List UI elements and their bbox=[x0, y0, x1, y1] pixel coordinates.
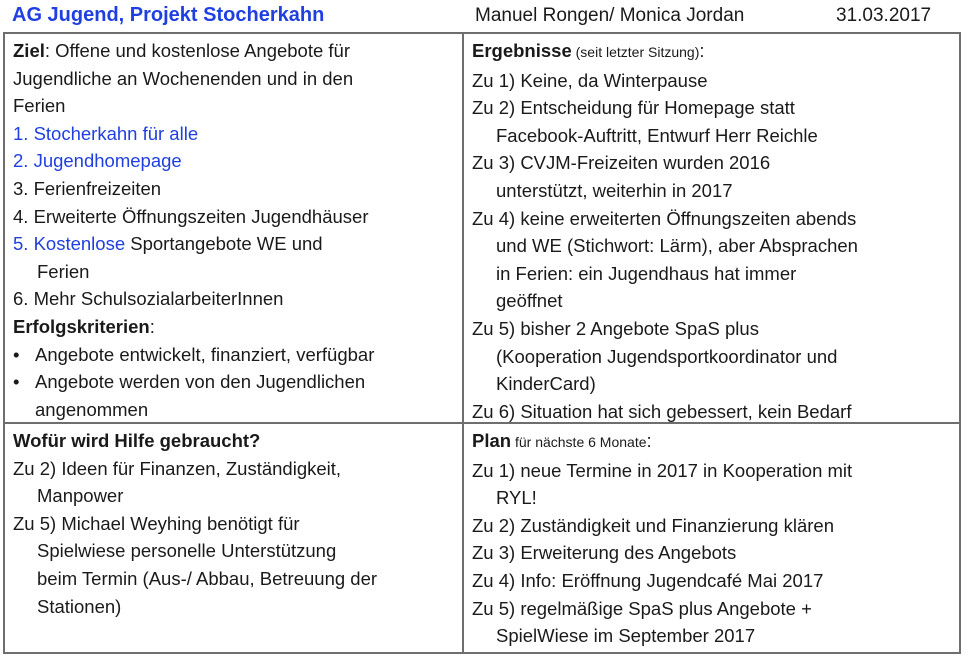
plan-line: Zu 5) regelmäßige SpaS plus Angebote + bbox=[472, 597, 812, 619]
ziel-heading: Ziel bbox=[13, 40, 45, 61]
authors: Manuel Rongen/ Monica Jordan bbox=[475, 5, 745, 26]
plan-heading: Plan für nächste 6 Monate: bbox=[472, 430, 652, 451]
ziel-intro-line: Ferien bbox=[13, 95, 66, 117]
hilfe-cell bbox=[3, 422, 464, 654]
hilfe-line: Manpower bbox=[37, 485, 124, 507]
plan-line: SpielWiese im September 2017 bbox=[496, 625, 756, 647]
plan-cell bbox=[462, 422, 961, 654]
criteria-bullet-cont: angenommen bbox=[35, 398, 149, 420]
ergebnisse-line: (Kooperation Jugendsportkoordinator und bbox=[496, 345, 838, 367]
bullet-icon: • bbox=[13, 371, 20, 393]
criteria-bullet: • Angebote entwickelt, finanziert, verfügbar bbox=[13, 341, 456, 369]
criteria-bullet: • Angebote werden von den Jugendlichen bbox=[13, 368, 456, 396]
ergebnisse-line: Zu 4) keine erweiterten Öffnungszeiten abends bbox=[472, 207, 857, 229]
ergebnisse-line: unterstützt, weiterhin in 2017 bbox=[496, 179, 733, 201]
ziel-item-4: 4. Erweiterte Öffnungszeiten Jugendhäuser bbox=[13, 205, 369, 227]
ziel-item-3: 3. Ferienfreizeiten bbox=[13, 177, 162, 199]
hilfe-line: Zu 5) Michael Weyhing benötigt für bbox=[13, 512, 300, 534]
ergebnisse-line: Facebook-Auftritt, Entwurf Herr Reichle bbox=[496, 124, 818, 146]
project-table bbox=[3, 32, 961, 654]
ergebnisse-line: und WE (Stichwort: Lärm), aber Absprachen bbox=[496, 235, 858, 257]
document-header bbox=[0, 0, 968, 34]
date: 31.03.2017 bbox=[836, 5, 932, 26]
ergebnisse-line: Zu 2) Entscheidung für Homepage statt bbox=[472, 97, 795, 119]
document-title: AG Jugend, Projekt Stocherkahn bbox=[12, 4, 325, 26]
ziel-intro: Ziel: Offene und kostenlose Angebote für bbox=[13, 40, 351, 61]
hilfe-line: Stationen) bbox=[37, 595, 122, 617]
hilfe-line: Spielwiese personelle Unterstützung bbox=[37, 540, 337, 562]
plan-line: Zu 2) Zuständigkeit und Finanzierung klären bbox=[472, 514, 834, 536]
ergebnisse-line: geöffnet bbox=[496, 290, 563, 312]
ergebnisse-line: Zu 6) Situation hat sich gebessert, kein Bedarf bbox=[472, 400, 852, 422]
ergebnisse-line: Zu 5) bisher 2 Angebote SpaS plus bbox=[472, 317, 759, 339]
hilfe-heading: Wofür wird Hilfe gebraucht? bbox=[13, 430, 261, 451]
ziel-item-2: 2. Jugendhomepage bbox=[13, 150, 182, 172]
ziel-item-6: 6. Mehr SchulsozialarbeiterInnen bbox=[13, 288, 284, 310]
hilfe-line: beim Termin (Aus-/ Abbau, Betreuung der bbox=[37, 567, 378, 589]
plan-line: RYL! bbox=[496, 487, 537, 509]
ergebnisse-line: Zu 3) CVJM-Freizeiten wurden 2016 bbox=[472, 152, 771, 174]
plan-line: Zu 1) neue Termine in 2017 in Kooperation mit bbox=[472, 459, 853, 481]
bullet-icon: • bbox=[13, 343, 20, 365]
ergebnisse-heading: Ergebnisse (seit letzter Sitzung): bbox=[472, 40, 705, 61]
plan-line: Zu 3) Erweiterung des Angebots bbox=[472, 542, 737, 564]
ergebnisse-line: Zu 1) Keine, da Winterpause bbox=[472, 69, 708, 91]
plan-line: Zu 4) Info: Eröffnung Jugendcafé Mai 2017 bbox=[472, 569, 824, 591]
ziel-intro-line: Jugendliche an Wochenenden und in den bbox=[13, 67, 354, 89]
ziel-cell bbox=[3, 32, 464, 424]
ziel-item-5-cont: Ferien bbox=[37, 260, 90, 282]
erfolgskriterien-heading: Erfolgskriterien: bbox=[13, 315, 155, 337]
ergebnisse-line: KinderCard) bbox=[496, 373, 596, 395]
ergebnisse-cell bbox=[462, 32, 961, 424]
ziel-item-5: 5. Kostenlose Sportangebote WE und bbox=[13, 233, 323, 255]
ergebnisse-line: in Ferien: ein Jugendhaus hat immer bbox=[496, 262, 797, 284]
ziel-item-1: 1. Stocherkahn für alle bbox=[13, 122, 199, 144]
hilfe-line: Zu 2) Ideen für Finanzen, Zuständigkeit, bbox=[13, 457, 342, 479]
